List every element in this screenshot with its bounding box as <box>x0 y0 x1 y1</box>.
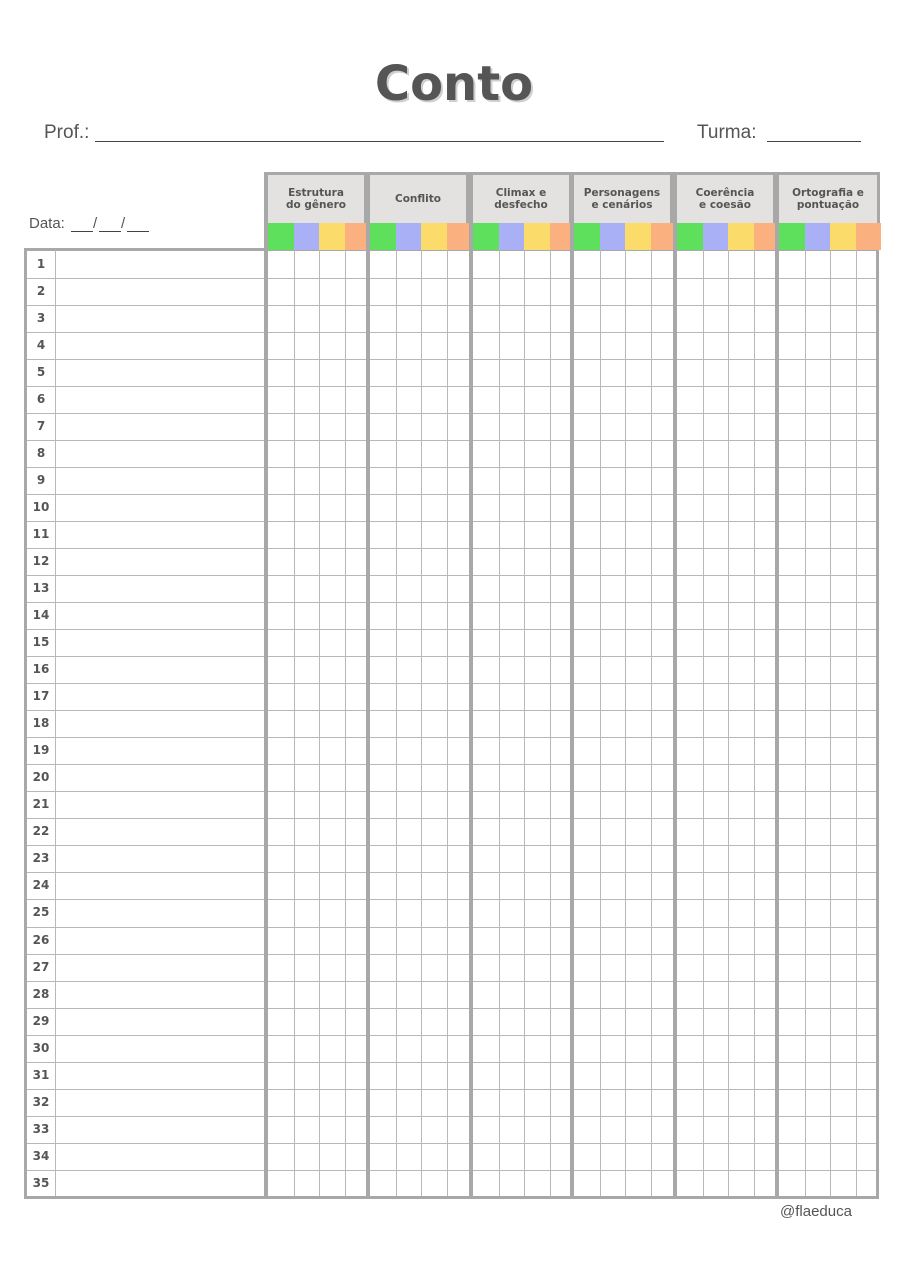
row-divider <box>27 278 876 279</box>
category-label: Ortografia e pontuação <box>792 187 864 211</box>
sub-column-divider <box>345 250 346 1196</box>
group-separator <box>570 172 574 1199</box>
row-number: 17 <box>32 689 50 704</box>
row-number: 15 <box>32 635 50 650</box>
row-number: 22 <box>32 824 50 839</box>
row-number: 4 <box>36 338 46 353</box>
row-number: 9 <box>36 473 46 488</box>
grid-frame <box>24 248 879 1199</box>
row-number: 34 <box>32 1148 50 1163</box>
sub-column-divider <box>856 250 857 1196</box>
header-fields <box>44 122 864 146</box>
row-number: 26 <box>32 932 50 947</box>
row-divider <box>27 656 876 657</box>
date-year-line[interactable] <box>127 231 149 232</box>
color-swatch <box>421 223 447 250</box>
row-divider <box>27 521 876 522</box>
row-number: 6 <box>36 392 46 407</box>
color-swatch <box>625 223 651 250</box>
row-number: 20 <box>32 770 50 785</box>
sub-column-divider <box>805 250 806 1196</box>
sub-column-divider <box>830 250 831 1196</box>
prof-field-line[interactable] <box>95 141 664 142</box>
row-number: 29 <box>32 1013 50 1028</box>
group-separator <box>264 172 268 1199</box>
row-number: 11 <box>32 527 50 542</box>
row-number: 32 <box>32 1094 50 1109</box>
row-divider <box>27 386 876 387</box>
sub-column-divider <box>294 250 295 1196</box>
row-divider <box>27 467 876 468</box>
row-divider <box>27 710 876 711</box>
color-swatch <box>268 223 294 250</box>
row-number: 12 <box>32 554 50 569</box>
row-number: 35 <box>32 1175 50 1190</box>
color-swatch <box>600 223 626 250</box>
row-divider <box>27 602 876 603</box>
row-number: 7 <box>36 419 46 434</box>
color-swatch <box>677 223 703 250</box>
date-slash: / <box>121 215 126 232</box>
row-divider <box>27 899 876 900</box>
category-header <box>776 172 880 223</box>
row-number: 18 <box>32 716 50 731</box>
sub-column-divider <box>703 250 704 1196</box>
sub-column-divider <box>524 250 525 1196</box>
sub-column-divider <box>396 250 397 1196</box>
row-number: 31 <box>32 1067 50 1082</box>
color-swatch <box>319 223 345 250</box>
category-header <box>367 172 469 223</box>
row-number: 23 <box>32 851 50 866</box>
row-divider <box>27 1089 876 1090</box>
color-swatch <box>805 223 831 250</box>
date-slash: / <box>93 215 98 232</box>
row-divider <box>27 683 876 684</box>
row-number: 30 <box>32 1040 50 1055</box>
color-swatch <box>728 223 754 250</box>
category-label: Personagens e cenários <box>583 187 661 211</box>
category-label: Conflito <box>394 193 441 205</box>
row-number: 19 <box>32 743 50 758</box>
category-label: Coerência e coesão <box>695 187 755 211</box>
turma-field-line[interactable] <box>767 141 861 142</box>
row-number: 1 <box>36 257 46 271</box>
row-divider <box>27 440 876 441</box>
turma-label: Turma: <box>697 122 757 143</box>
sub-column-divider <box>728 250 729 1196</box>
sub-column-divider <box>421 250 422 1196</box>
row-number: 27 <box>32 959 50 974</box>
color-swatch <box>499 223 525 250</box>
sub-column-divider <box>754 250 755 1196</box>
row-divider <box>27 954 876 955</box>
sub-column-divider <box>319 250 320 1196</box>
date-month-line[interactable] <box>99 231 121 232</box>
row-divider <box>27 629 876 630</box>
row-divider <box>27 1008 876 1009</box>
row-number: 21 <box>32 797 50 812</box>
row-divider <box>27 981 876 982</box>
name-column-divider <box>55 250 56 1196</box>
color-swatch <box>856 223 882 250</box>
row-number: 33 <box>32 1121 50 1136</box>
row-divider <box>27 845 876 846</box>
row-divider <box>27 1035 876 1036</box>
row-number: 5 <box>36 365 46 380</box>
row-divider <box>27 764 876 765</box>
row-number: 24 <box>32 878 50 893</box>
row-number: 16 <box>32 662 50 677</box>
category-header <box>571 172 673 223</box>
row-divider <box>27 494 876 495</box>
color-swatch <box>294 223 320 250</box>
row-number: 10 <box>32 500 50 515</box>
row-divider <box>27 872 876 873</box>
row-divider <box>27 1062 876 1063</box>
row-number: 3 <box>36 311 46 326</box>
category-header <box>470 172 572 223</box>
row-divider <box>27 332 876 333</box>
row-number: 13 <box>32 581 50 596</box>
group-separator <box>366 172 370 1199</box>
row-divider <box>27 927 876 928</box>
category-label: Estrutura do gênero <box>285 187 346 211</box>
color-swatch <box>473 223 499 250</box>
color-swatch <box>830 223 856 250</box>
row-divider <box>27 548 876 549</box>
color-swatch <box>779 223 805 250</box>
row-divider <box>27 791 876 792</box>
row-divider <box>27 575 876 576</box>
sub-column-divider <box>600 250 601 1196</box>
row-number: 14 <box>32 608 50 623</box>
color-swatch <box>524 223 550 250</box>
color-swatch <box>370 223 396 250</box>
row-divider <box>27 818 876 819</box>
row-divider <box>27 737 876 738</box>
row-number: 2 <box>36 284 46 299</box>
row-divider <box>27 305 876 306</box>
sub-column-divider <box>550 250 551 1196</box>
category-label: Climax e desfecho <box>494 187 548 211</box>
group-separator <box>775 172 779 1199</box>
category-header <box>265 172 367 223</box>
prof-label: Prof.: <box>44 122 90 143</box>
row-number: 25 <box>32 905 50 920</box>
color-swatch <box>574 223 600 250</box>
row-divider <box>27 1170 876 1171</box>
category-header <box>674 172 776 223</box>
row-divider <box>27 1143 876 1144</box>
sub-column-divider <box>447 250 448 1196</box>
color-swatch <box>396 223 422 250</box>
date-label: Data: <box>29 215 65 232</box>
credit-handle: @flaeduca <box>780 1203 852 1220</box>
row-divider <box>27 359 876 360</box>
sub-column-divider <box>651 250 652 1196</box>
sub-column-divider <box>625 250 626 1196</box>
color-swatch <box>703 223 729 250</box>
sub-column-divider <box>499 250 500 1196</box>
group-separator <box>469 172 473 1199</box>
page-title: Conto <box>374 56 534 112</box>
row-number: 28 <box>32 986 50 1001</box>
date-day-line[interactable] <box>71 231 93 232</box>
row-divider <box>27 413 876 414</box>
row-divider <box>27 1116 876 1117</box>
group-separator <box>673 172 677 1199</box>
row-number: 8 <box>36 446 46 461</box>
